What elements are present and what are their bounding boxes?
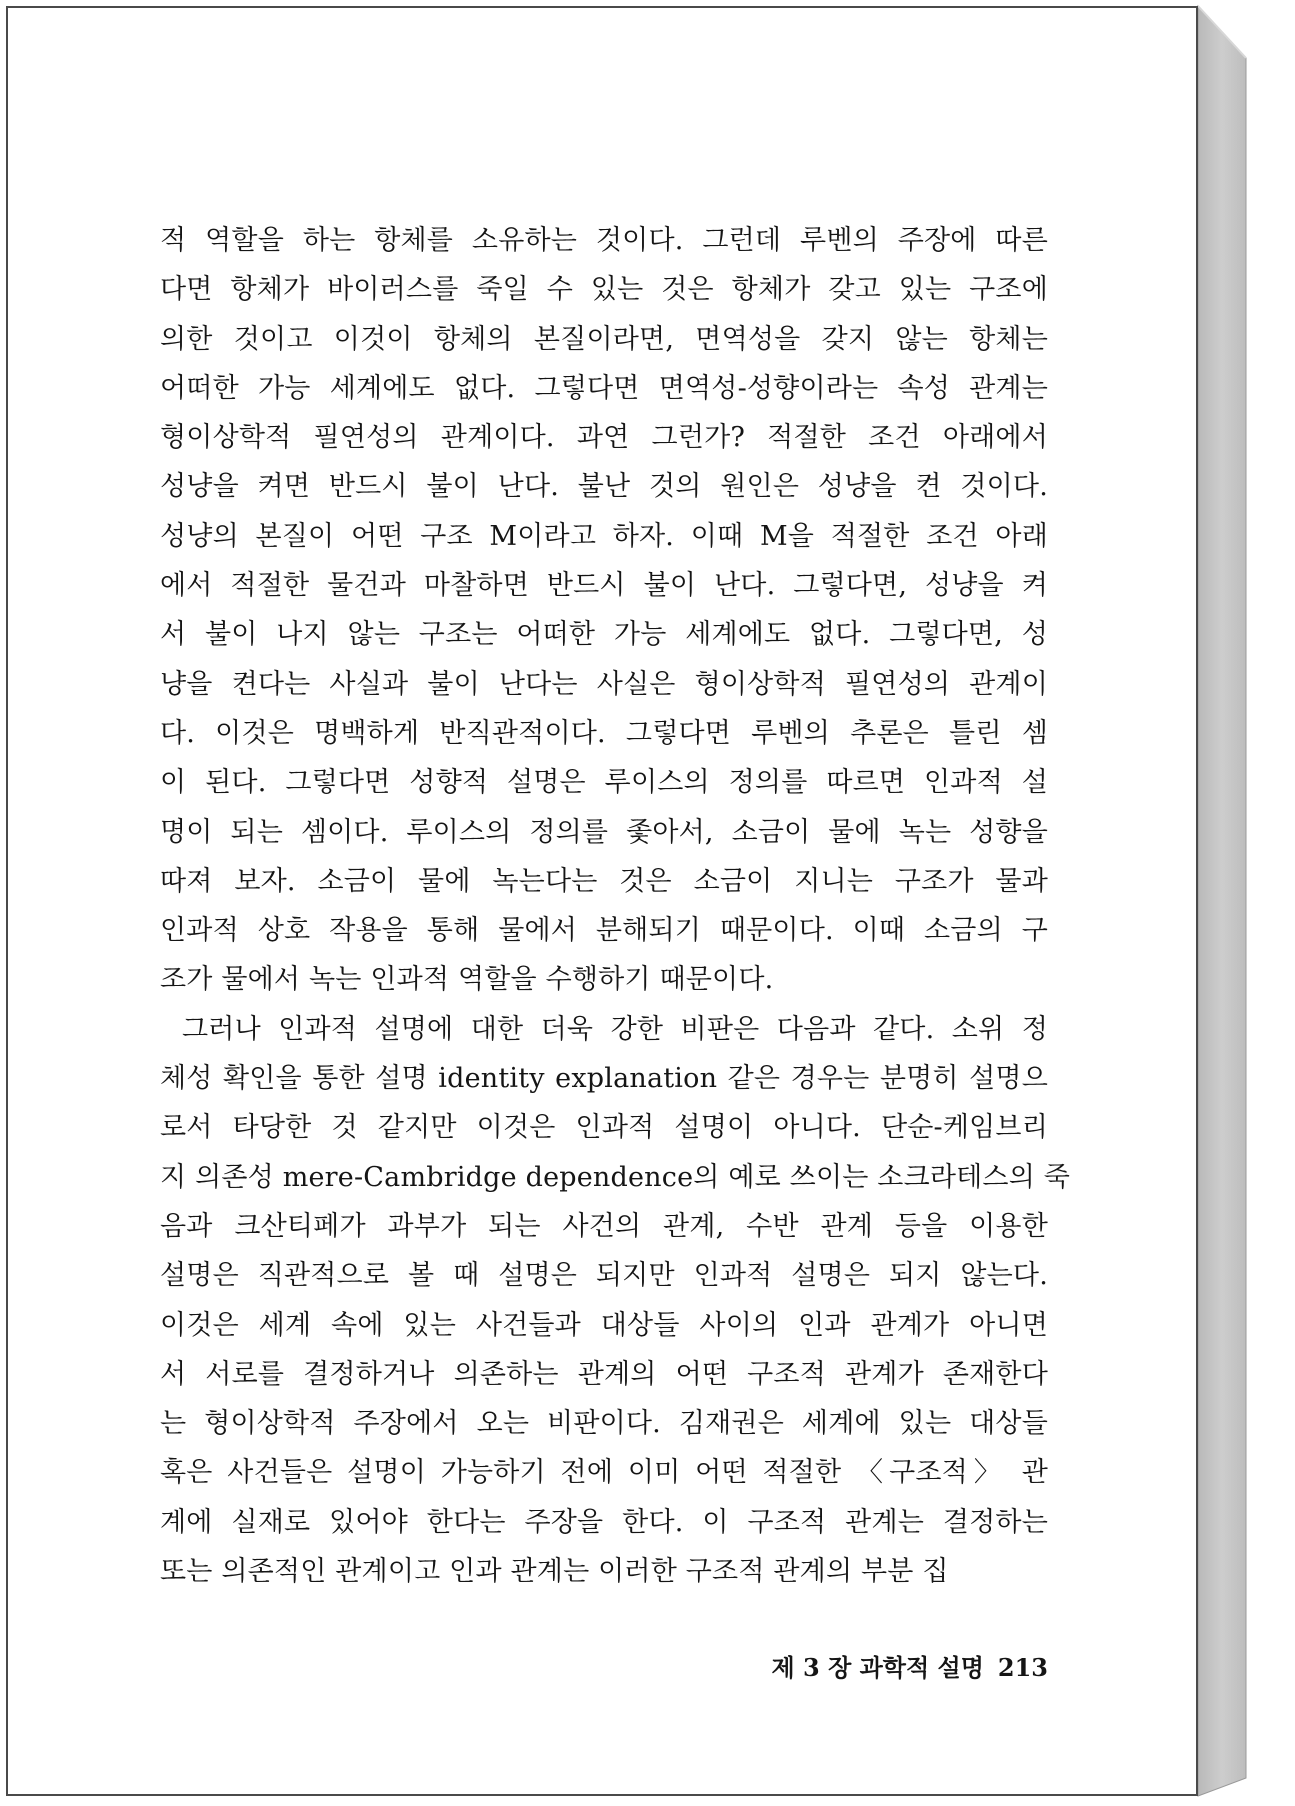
text-line: 따져 보자. 소금이 물에 녹는다는 것은 소금이 지니는 구조가 물과 (160, 865, 1048, 897)
text-line: 어떠한 가능 세계에도 없다. 그렇다면 면역성-성향이라는 속성 관계는 (160, 372, 1048, 404)
text-line: 또는 의존적인 관계이고 인과 관계는 이러한 구조적 관계의 부분 집 (160, 1556, 949, 1588)
page-number: 213 (997, 1653, 1048, 1682)
text-line: 설명은 직관적으로 볼 때 설명은 되지만 인과적 설명은 되지 않는다. (160, 1260, 1048, 1292)
paragraph (160, 216, 1048, 1005)
text-line: 음과 크산티페가 과부가 되는 사건의 관계, 수반 관계 등을 이용한 (160, 1210, 1048, 1242)
body-text (160, 216, 1071, 1596)
text-line: 조가 물에서 녹는 인과적 역할을 수행하기 때문이다. (160, 964, 774, 996)
text-line: 계에 실재로 있어야 한다는 주장을 한다. 이 구조적 관계는 결정하는 (160, 1506, 1048, 1538)
book-page (6, 6, 1198, 1796)
text-line: 는 형이상학적 주장에서 오는 비판이다. 김재권은 세계에 있는 대상들 (160, 1408, 1048, 1440)
text-line: 체성 확인을 통한 설명 identity explanation 같은 경우는 분명히 설명으 (160, 1063, 1048, 1095)
text-line: 다면 항체가 바이러스를 죽일 수 있는 것은 항체가 갖고 있는 구조에 (160, 274, 1048, 306)
text-line: 서 불이 나지 않는 구조는 어떠한 가능 세계에도 없다. 그렇다면, 성 (160, 619, 1048, 651)
text-line: 이것은 세계 속에 있는 사건들과 대상들 사이의 인과 관계가 아니면 (160, 1309, 1048, 1341)
text-line: 적 역할을 하는 항체를 소유하는 것이다. 그런데 루벤의 주장에 따른 (160, 225, 1048, 256)
text-line: 서 서로를 결정하거나 의존하는 관계의 어떤 구조적 관계가 존재한다 (160, 1358, 1048, 1390)
text-line: 에서 적절한 물건과 마찰하면 반드시 불이 난다. 그렇다면, 성냥을 켜 (160, 570, 1048, 602)
text-line: 혹은 사건들은 설명이 가능하기 전에 이미 어떤 적절한 〈구조적〉 관 (160, 1457, 1048, 1489)
text-line: 지 의존성 mere-Cambridge dependence의 예로 쓰이는 소크라테스의 죽 (160, 1161, 1071, 1193)
text-line: 형이상학적 필연성의 관계이다. 과연 그런가? 적절한 조건 아래에서 (160, 422, 1048, 454)
chapter-title: 제 3 장 과학적 설명 (771, 1653, 984, 1682)
text-line: 냥을 켠다는 사실과 불이 난다는 사실은 형이상학적 필연성의 관계이 (160, 668, 1048, 700)
text-line: 인과적 상호 작용을 통해 물에서 분해되기 때문이다. 이때 소금의 구 (160, 915, 1048, 947)
running-footer (768, 1648, 1048, 1683)
text-line: 명이 되는 셈이다. 루이스의 정의를 좇아서, 소금이 물에 녹는 성향을 (160, 816, 1048, 848)
text-line: 다. 이것은 명백하게 반직관적이다. 그렇다면 루벤의 추론은 틀린 셈 (160, 717, 1048, 749)
paragraph (160, 1005, 1071, 1597)
text-line: 이 된다. 그렇다면 성향적 설명은 루이스의 정의를 따르면 인과적 설 (160, 767, 1048, 799)
text-line: 그러나 인과적 설명에 대한 더욱 강한 비판은 다음과 같다. 소위 정 (182, 1013, 1048, 1045)
text-line: 성냥을 켜면 반드시 불이 난다. 불난 것의 원인은 성냥을 켠 것이다. (160, 471, 1048, 503)
text-line: 성냥의 본질이 어떤 구조 M이라고 하자. 이때 M을 적절한 조건 아래 (160, 520, 1048, 552)
text-line: 로서 타당한 것 같지만 이것은 인과적 설명이 아니다. 단순-케임브리 (160, 1112, 1048, 1144)
text-line: 의한 것이고 이것이 항체의 본질이라면, 면역성을 갖지 않는 항체는 (160, 323, 1048, 355)
